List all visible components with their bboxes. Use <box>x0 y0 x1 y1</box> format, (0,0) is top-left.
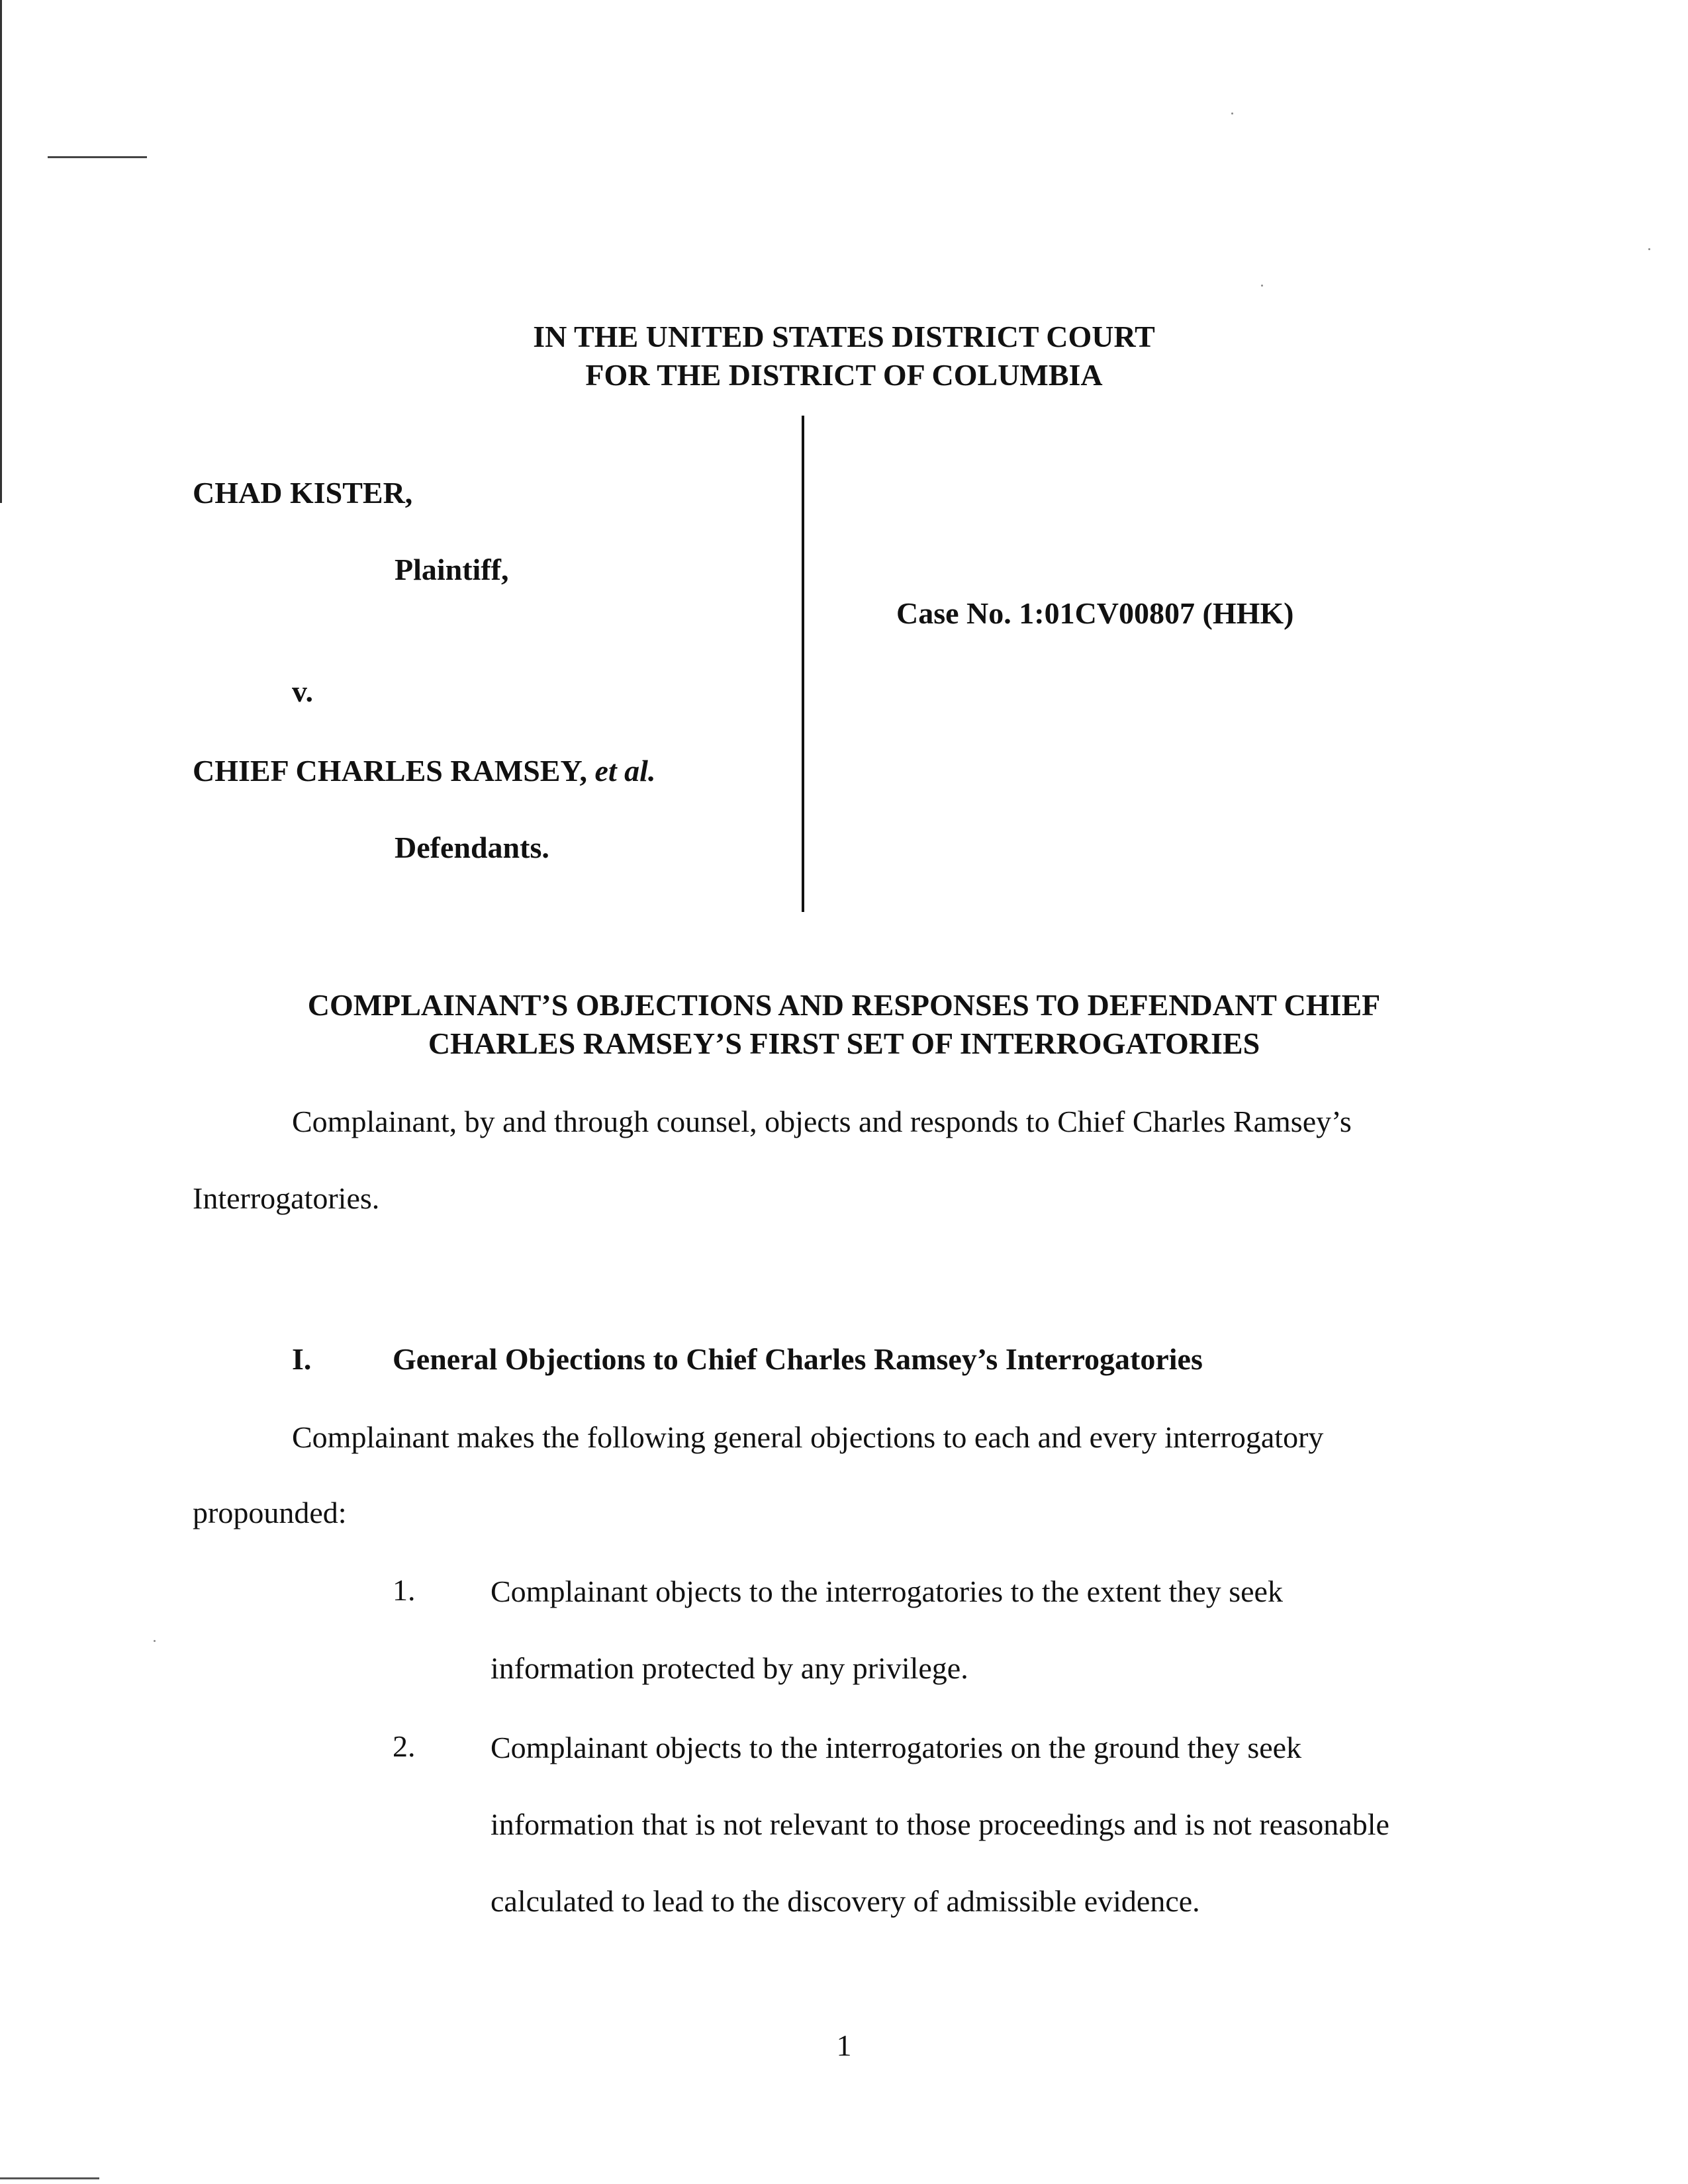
objection-line: Complainant objects to the interrogatories to the extent they seek <box>491 1574 1283 1608</box>
defendant-role: Defendants. <box>395 831 549 864</box>
plaintiff-role: Plaintiff, <box>395 553 509 586</box>
caption-divider <box>802 416 804 912</box>
title-line-1: COMPLAINANT’S OBJECTIONS AND RESPONSES TO DEFENDANT CHIEF <box>307 988 1381 1022</box>
versus: v. <box>292 674 313 708</box>
document-title <box>0 986 1688 1063</box>
intro-line-2: Interrogatories. <box>193 1181 380 1215</box>
objection-line: Complainant objects to the interrogatories on the ground they seek <box>491 1731 1302 1764</box>
defendant-name <box>193 752 655 790</box>
scan-speck <box>1231 113 1233 114</box>
defendant-suffix: et al. <box>594 754 656 788</box>
scan-speck <box>1261 285 1263 287</box>
objection-line: information protected by any privilege. <box>491 1651 968 1685</box>
section-intro-line-2: propounded: <box>193 1496 347 1529</box>
objection-number: 1. <box>393 1573 416 1607</box>
court-line-1: IN THE UNITED STATES DISTRICT COURT <box>533 320 1155 353</box>
scan-mark-bottom <box>0 2177 99 2179</box>
objection-line: information that is not relevant to those proceedings and is not reasonable <box>491 1807 1389 1841</box>
objection-line: calculated to lead to the discovery of admissible evidence. <box>491 1884 1200 1918</box>
scan-edge-line <box>0 0 2 503</box>
section-intro-line-1: Complainant makes the following general objections to each and every interrogatory <box>292 1420 1324 1454</box>
objection-number: 2. <box>393 1729 416 1763</box>
scan-mark <box>48 156 147 158</box>
plaintiff-name: CHAD KISTER, <box>193 476 413 510</box>
court-line-2: FOR THE DISTRICT OF COLUMBIA <box>585 358 1103 392</box>
title-line-2: CHARLES RAMSEY’S FIRST SET OF INTERROGATORIES <box>428 1026 1260 1060</box>
section-heading: General Objections to Chief Charles Ramsey’s Interrogatories <box>393 1342 1203 1376</box>
page-number: 1 <box>836 2028 852 2062</box>
court-heading <box>0 318 1688 394</box>
scan-speck <box>154 1640 156 1642</box>
scan-speck <box>1648 248 1650 250</box>
section-numeral: I. <box>292 1342 312 1376</box>
defendant-name-text: CHIEF CHARLES RAMSEY, <box>193 754 587 788</box>
case-number: Case No. 1:01CV00807 (HHK) <box>896 596 1294 630</box>
intro-line-1: Complainant, by and through counsel, objects and responds to Chief Charles Ramsey’s <box>292 1105 1352 1138</box>
